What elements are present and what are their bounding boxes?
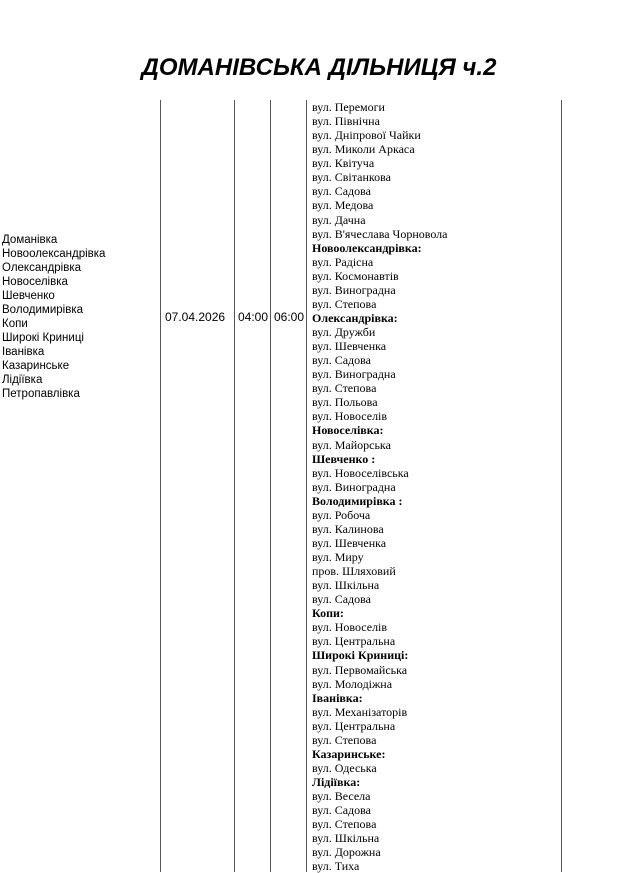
village-heading: Олександрівка: <box>312 310 398 325</box>
time-end-cell: 06:00 <box>274 310 305 324</box>
streets-list <box>312 100 448 873</box>
street-item: вул. Дніпрової Чайки <box>312 128 421 143</box>
village-heading: Шевченко : <box>312 451 376 466</box>
settlement-item: Копи <box>2 318 28 330</box>
street-item: вул. Шевченка <box>312 535 387 550</box>
street-item: вул. Майорська <box>312 437 391 452</box>
street-item: вул. Шевченка <box>312 339 387 354</box>
street-item: вул. Світанкова <box>312 170 391 185</box>
village-heading: Казаринське: <box>312 746 386 761</box>
street-item: вул. Дорожна <box>312 845 381 860</box>
street-item: вул. Виноградна <box>312 367 396 382</box>
street-item: вул. Садова <box>312 353 371 368</box>
table-divider <box>306 100 307 872</box>
street-item: вул. Первомайська <box>312 662 408 677</box>
street-item: вул. Шкільна <box>312 578 380 593</box>
settlement-item: Володимирівка <box>2 304 83 316</box>
street-item: вул. Шкільна <box>312 831 380 846</box>
street-item: вул. Степова <box>312 381 377 396</box>
settlement-item: Широкі Криниці <box>2 332 84 344</box>
settlement-item: Олександрівка <box>2 262 82 274</box>
street-item: вул. Центральна <box>312 718 396 733</box>
date-cell: 07.04.2026 <box>165 310 226 324</box>
village-heading: Новоолександрівка: <box>312 240 422 255</box>
table-divider <box>160 100 161 872</box>
street-item: вул. Робоча <box>312 507 371 522</box>
street-item: вул. В'ячеслава Чорновола <box>312 226 448 241</box>
page-title: ДОМАНІВСЬКА ДІЛЬНИЦЯ ч.2 <box>141 54 497 81</box>
street-item: вул. Садова <box>312 592 371 607</box>
village-heading: Новоселівка: <box>312 423 384 438</box>
street-item: вул. Степова <box>312 817 377 832</box>
street-item: пров. Шляховий <box>312 564 396 579</box>
village-heading: Лідіївка: <box>312 775 361 789</box>
street-item: вул. Перемоги <box>312 100 385 114</box>
street-item: вул. Дружби <box>312 325 376 339</box>
street-item: вул. Миколи Аркаса <box>312 142 415 157</box>
street-item: вул. Виноградна <box>312 479 396 494</box>
settlement-item: Петропавлівка <box>2 388 80 400</box>
street-item: вул. Центральна <box>312 634 396 649</box>
street-item: вул. Квітуча <box>312 156 375 171</box>
street-item: вул. Одеська <box>312 760 377 775</box>
village-heading: Копи: <box>312 606 344 621</box>
street-item: вул. Дачна <box>312 212 366 227</box>
street-item: вул. Новоселів <box>312 620 388 635</box>
time-start-cell: 04:00 <box>238 310 269 324</box>
street-item: вул. Медова <box>312 198 374 213</box>
street-item: вул. Новоселівська <box>312 465 409 480</box>
street-item: вул. Польова <box>312 395 378 410</box>
table-divider <box>561 100 562 872</box>
settlement-item: Доманівка <box>2 234 58 246</box>
village-heading: Володимирівка : <box>312 493 403 508</box>
village-heading: Широкі Криниці: <box>312 648 409 663</box>
street-item: вул. Садова <box>312 184 371 199</box>
street-item: вул. Новоселів <box>312 409 388 424</box>
street-item: вул. Тиха <box>312 859 360 873</box>
street-item: вул. Степова <box>312 296 377 311</box>
street-item: вул. Садова <box>312 803 371 818</box>
settlement-item: Новоолександрівка <box>2 248 106 260</box>
street-item: вул. Виноградна <box>312 282 396 297</box>
street-item: вул. Механізаторів <box>312 704 408 719</box>
street-item: вул. Молодіжна <box>312 676 393 691</box>
street-item: вул. Весела <box>312 789 371 804</box>
settlement-item: Лідіївка <box>2 374 43 386</box>
settlements-list <box>2 233 105 401</box>
settlement-item: Новоселівка <box>2 276 68 288</box>
settlement-item: Іванівка <box>2 346 45 358</box>
table-divider <box>270 100 271 872</box>
street-item: вул. Миру <box>312 550 364 564</box>
table-divider <box>234 100 235 872</box>
street-item: вул. Космонавтів <box>312 268 399 283</box>
village-heading: Іванівка: <box>312 690 363 705</box>
street-item: вул. Радісна <box>312 254 374 269</box>
street-item: вул. Степова <box>312 732 377 747</box>
street-item: вул. Північна <box>312 114 380 129</box>
settlement-item: Казаринське <box>2 360 70 372</box>
settlement-item: Шевченко <box>2 290 55 302</box>
street-item: вул. Калинова <box>312 521 384 536</box>
